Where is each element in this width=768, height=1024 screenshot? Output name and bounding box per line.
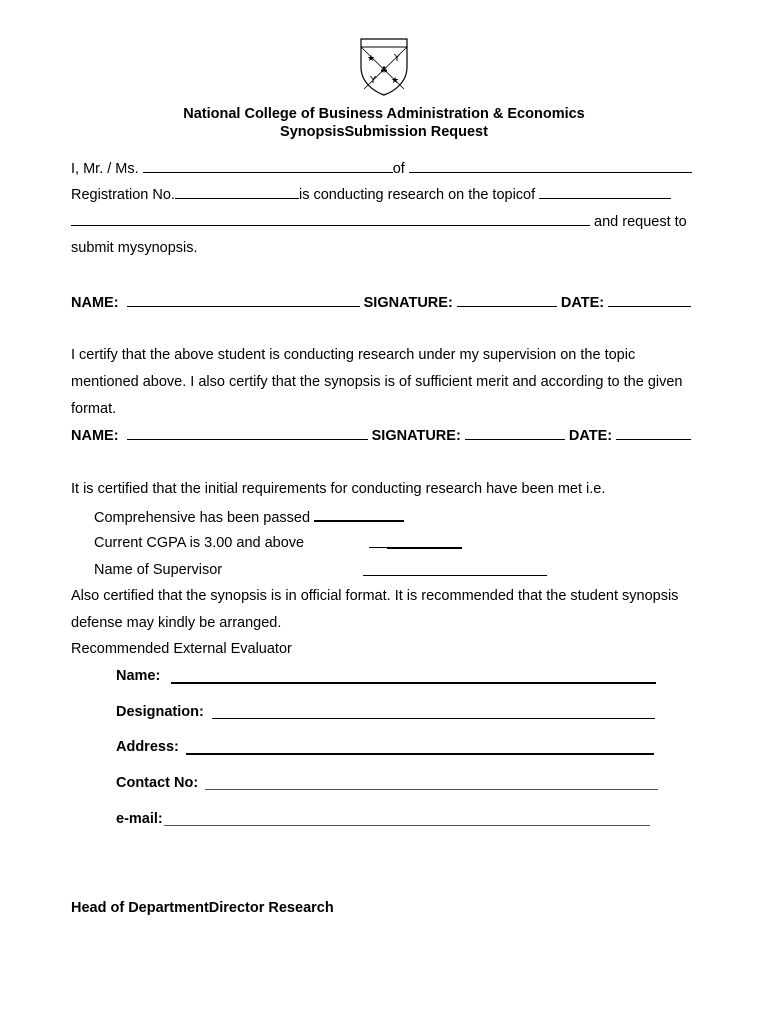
registration-label: Registration No. bbox=[71, 187, 175, 203]
student-date-label: DATE: bbox=[560, 295, 605, 311]
student-name-prefix: I, Mr. / Ms. bbox=[71, 161, 139, 177]
evaluator-email-row bbox=[116, 811, 163, 827]
student-of-label: of bbox=[392, 161, 405, 177]
footer-signatories: Head of DepartmentDirector Research bbox=[71, 900, 334, 916]
evaluator-address-field[interactable] bbox=[186, 741, 654, 755]
svg-text:♣: ♣ bbox=[379, 66, 389, 76]
evaluator-name-row bbox=[116, 668, 160, 684]
supervisor-signature-blank[interactable] bbox=[465, 427, 565, 440]
format-line-1: Also certified that the synopsis is in official format. It is recommended that the student synopsis bbox=[71, 588, 679, 604]
cgpa-blank[interactable] bbox=[387, 535, 462, 549]
supervisor-date-label: DATE: bbox=[568, 428, 613, 444]
request-label: and request to bbox=[594, 214, 687, 230]
format-line-2: defense may kindly be arranged. bbox=[71, 615, 282, 631]
supervisor-line-3: format. bbox=[71, 401, 117, 417]
student-line-2 bbox=[71, 186, 671, 203]
evaluator-heading: Recommended External Evaluator bbox=[71, 641, 292, 657]
topic-label: is conducting research on the topicof bbox=[298, 187, 536, 203]
registration-blank[interactable] bbox=[175, 186, 299, 199]
supervisor-signature-row bbox=[71, 427, 691, 444]
institution-title: National College of Business Administration & Economics bbox=[183, 106, 585, 122]
evaluator-contact-row bbox=[116, 775, 198, 791]
student-line-1 bbox=[71, 160, 692, 177]
topic-blank[interactable] bbox=[539, 186, 671, 199]
student-name-blank[interactable] bbox=[143, 160, 393, 173]
evaluator-name-label: Name: bbox=[116, 668, 161, 684]
student-date-blank[interactable] bbox=[608, 294, 691, 307]
requirement-cgpa bbox=[94, 535, 304, 551]
supervisor-signature-label: SIGNATURE: bbox=[371, 428, 461, 444]
cgpa-blank-thin[interactable] bbox=[369, 535, 387, 548]
evaluator-email-label: e-mail: bbox=[116, 811, 163, 827]
form-title: SynopsisSubmission Request bbox=[280, 124, 488, 140]
student-department-blank[interactable] bbox=[409, 160, 692, 173]
svg-text:Y: Y bbox=[369, 75, 377, 86]
supervisor-name-blank[interactable] bbox=[127, 427, 368, 440]
student-line-3 bbox=[71, 213, 687, 230]
supervisor-requirement-blank[interactable] bbox=[363, 563, 547, 576]
requirement-supervisor bbox=[94, 562, 222, 578]
evaluator-name-field[interactable] bbox=[171, 670, 656, 684]
supervisor-name-requirement-label: Name of Supervisor bbox=[94, 562, 223, 578]
student-signature-blank[interactable] bbox=[457, 294, 557, 307]
student-name-label: NAME: bbox=[71, 295, 119, 311]
svg-text:Y: Y bbox=[393, 53, 401, 64]
student-line-4: submit mysynopsis. bbox=[71, 240, 198, 256]
student-signature-row bbox=[71, 294, 691, 311]
student-signature-label: SIGNATURE: bbox=[363, 295, 453, 311]
evaluator-designation-field[interactable] bbox=[212, 706, 655, 719]
evaluator-address-row bbox=[116, 739, 179, 755]
college-crest-icon bbox=[359, 37, 409, 97]
evaluator-designation-row bbox=[116, 704, 204, 720]
evaluator-designation-label: Designation: bbox=[116, 704, 204, 720]
svg-text:★: ★ bbox=[366, 54, 376, 64]
comprehensive-blank[interactable] bbox=[314, 508, 404, 522]
supervisor-date-blank[interactable] bbox=[616, 427, 691, 440]
svg-text:★: ★ bbox=[390, 76, 400, 86]
evaluator-contact-label: Contact No: bbox=[116, 775, 199, 791]
cgpa-label: Current CGPA is 3.00 and above bbox=[94, 535, 305, 551]
evaluator-address-label: Address: bbox=[116, 739, 179, 755]
supervisor-line-2: mentioned above. I also certify that the synopsis is of sufficient merit and according to the given bbox=[71, 374, 683, 390]
evaluator-contact-field[interactable] bbox=[205, 777, 658, 790]
student-sign-name-blank[interactable] bbox=[127, 294, 360, 307]
evaluator-email-field[interactable] bbox=[164, 813, 650, 826]
requirement-comprehensive bbox=[94, 508, 404, 526]
topic-continuation-blank[interactable] bbox=[71, 213, 590, 226]
comprehensive-label: Comprehensive has been passed bbox=[94, 510, 311, 526]
supervisor-name-label: NAME: bbox=[71, 428, 119, 444]
requirements-intro: It is certified that the initial requirements for conducting research have been met i.e. bbox=[71, 481, 606, 497]
supervisor-line-1: I certify that the above student is conducting research under my supervision on the topic bbox=[71, 347, 636, 363]
